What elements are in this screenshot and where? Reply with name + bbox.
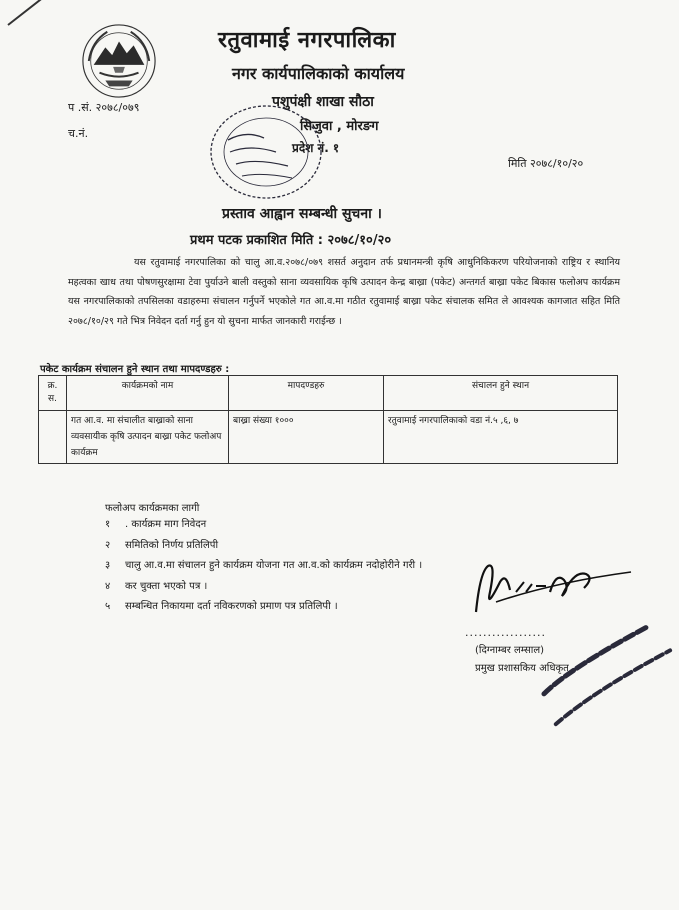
municipality-name: रतुवामाई नगरपालिका	[218, 28, 396, 53]
followup-list	[105, 515, 422, 618]
cell-serial	[39, 411, 67, 464]
col-header-serial: क्र. स.	[39, 376, 67, 411]
nepal-emblem-icon	[80, 22, 158, 100]
office-seal-stamp	[206, 100, 324, 202]
table-caption: पकेट कार्यक्रम संचालन हुने स्थान तथा मापदण्डहरु :	[40, 364, 230, 375]
cell-criteria: बाख्रा संख्या १०००	[229, 411, 384, 464]
cell-program: गत आ.व. मा संचालीत बाख्राको साना व्यवसायीक कृषि उत्पादन बाख्रा पकेट फलोअप कार्यक्रम	[67, 411, 229, 464]
list-item: २ समितिको निर्णय प्रतिलिपी	[105, 539, 219, 551]
province-name: प्रदेश नं. १	[292, 141, 340, 155]
dispatch-number: च.नं.	[68, 127, 89, 140]
col-header-criteria: मापदण्डहरु	[229, 376, 384, 411]
followup-heading: फलोअप कार्यक्रमका लागी	[105, 503, 200, 514]
table-header-row	[39, 376, 618, 411]
col-header-program: कार्यक्रमको नाम	[67, 376, 229, 411]
list-item: ४ कर चुक्ता भएको पत्र ।	[105, 580, 208, 592]
signatory-title: प्रमुख प्रशासकिय अधिकृत	[475, 663, 569, 674]
officer-name-stamp	[528, 612, 678, 742]
letter-date: मिति २०७८/१०/२०	[508, 157, 584, 170]
office-address: सिजुवा , मोरङग	[300, 119, 379, 134]
section-name: पशुपंक्षी शाखा सौठा	[272, 94, 374, 110]
corner-mark	[7, 0, 49, 26]
signatory-name: (दिग्नाम्बर लम्साल)	[475, 645, 545, 656]
notice-title: प्रस्ताव आह्वान सम्बन्धी सुचना ।	[222, 206, 382, 222]
cell-location: रतुवामाई नगरपालिकाको वडा नं.५ ,६, ७	[384, 411, 618, 464]
publish-date-line: प्रथम पटक प्रकाशित मिति : २०७८/१०/२०	[190, 233, 392, 248]
list-item: १ . कार्यक्रम माग निवेदन	[105, 519, 207, 530]
office-name: नगर कार्यपालिकाको कार्यालय	[232, 64, 405, 83]
table-row	[39, 411, 618, 464]
list-item: ३ चालु आ.व.मा संचालन हुने कार्यक्रम योजना गत आ.व.को कार्यक्रम नदोहोरीने गरी ।	[105, 560, 423, 571]
list-item: ५ सम्बन्धित निकायमा दर्ता नविकरणको प्रमाण पत्र प्रतिलिपी ।	[105, 601, 338, 612]
letter-number: प .सं. २०७८/०७९	[68, 101, 140, 114]
notice-body: यस रतुवामाई नगरपालिका को चालु आ.व.२०७८/०७९ शसर्त अनुदान तर्फ प्रधानमन्त्री कृषि आधुनिकिकरण परियोजनाको राष्ट्रिय र स्थानिय महत्वका खाध तथा पोषणसुरक्षामा टेवा पुर्याउने बाली वस्तुको साना व्यवसायिक कृषि उत्पादन केन्द्र बाख्रा (पकेट) अन्तगर्त बाख्रा पकेट बिकास फलोअप कार्यक्रम यस नगरपालिकाको तपसिलका वडाहरुमा संचालन गर्नुपर्ने भएकोले गत आ.व.मा गठीत रतुवामाई बाख्रा पकेट संचालक समित ले आवश्यक कागजात सहित मिति २०७८/१०/२९ गते भित्र निवेदन दर्ता गर्नु हुन यो सुचना मार्फत जानकारी गराईन्छ ।	[68, 257, 620, 327]
col-header-location: संचालन हुने स्थान	[384, 376, 618, 411]
signature-dots: ..................	[465, 626, 546, 639]
program-table	[38, 375, 618, 464]
